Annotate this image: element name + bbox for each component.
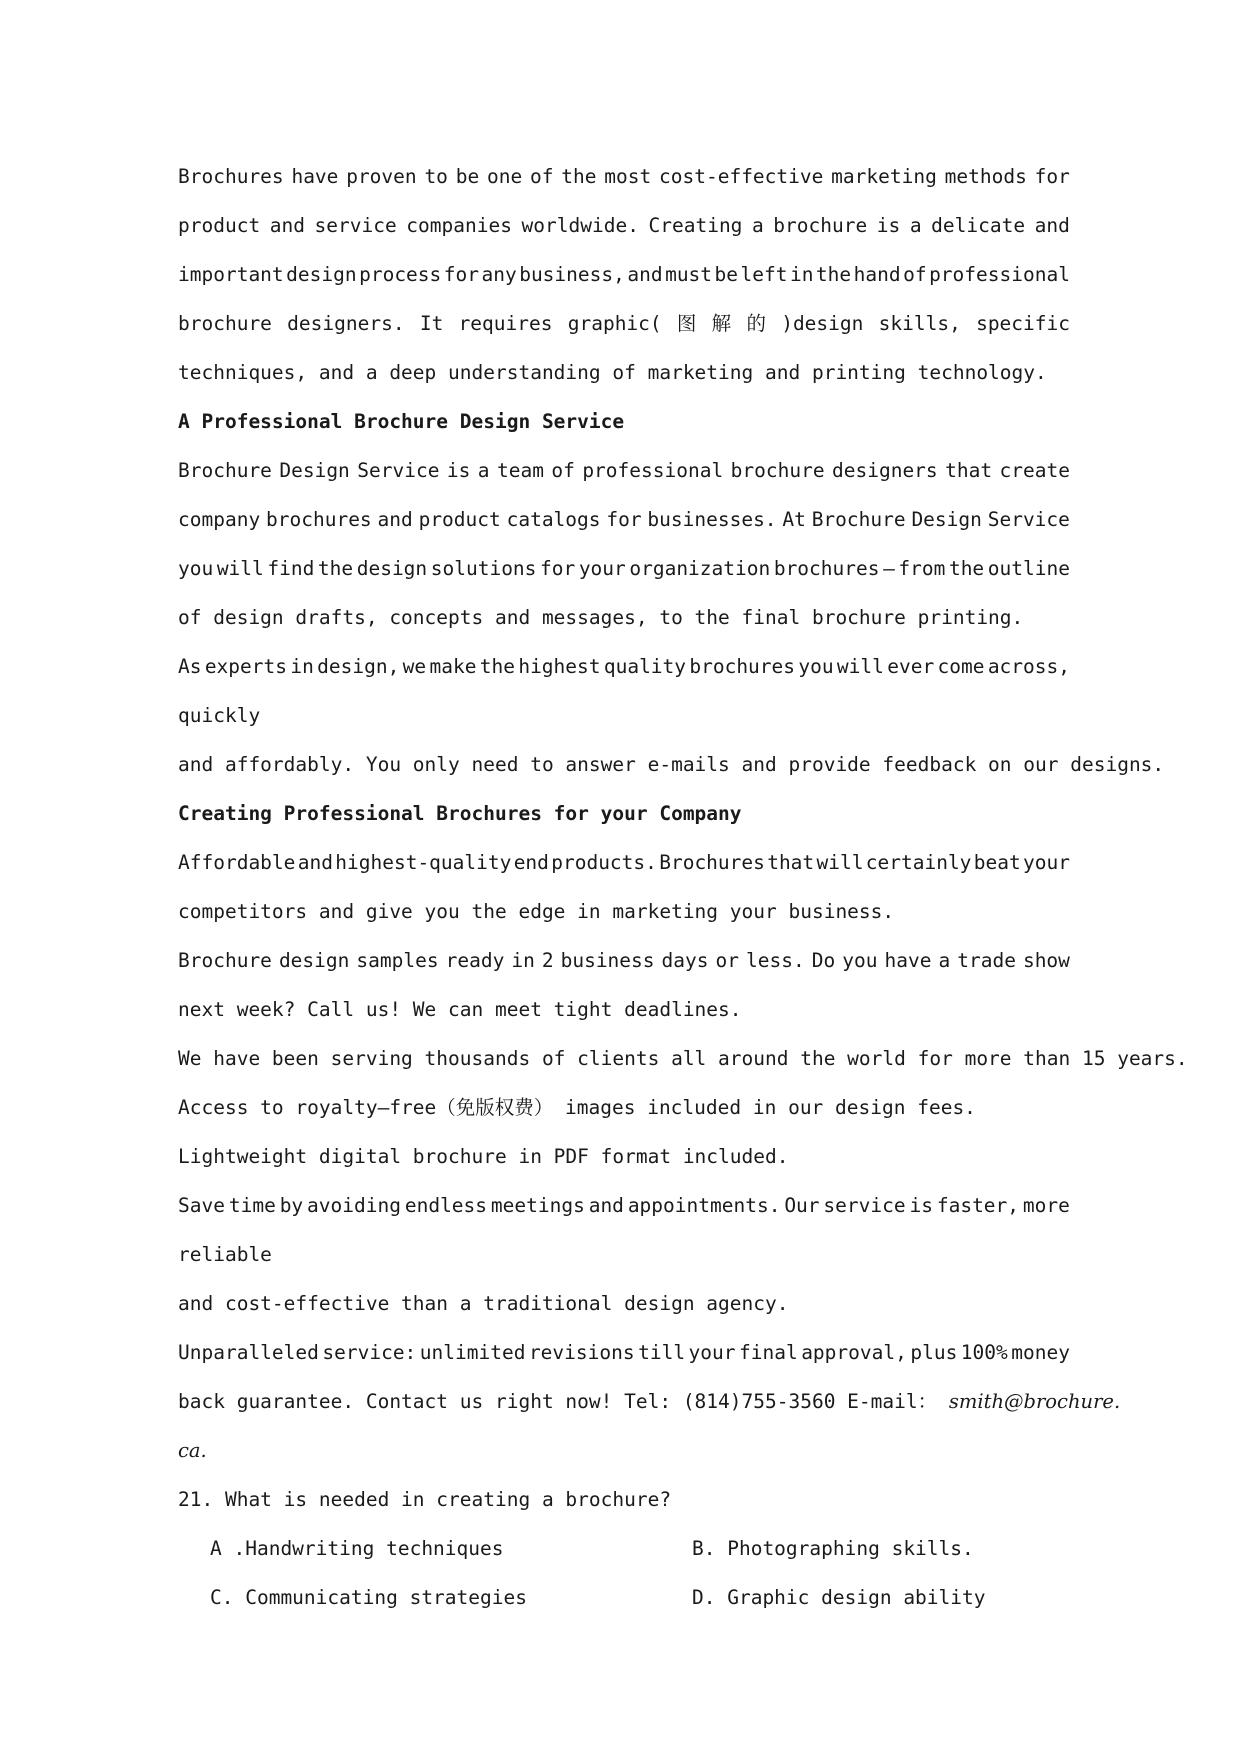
word: by [279,1194,304,1217]
word: and [588,1194,624,1217]
options-row-1 [178,1524,1070,1573]
word: Service [357,459,440,482]
word: end [513,851,549,874]
word: most [604,165,652,188]
word: Service [987,508,1070,531]
word: of [551,459,575,482]
samples-line-2: next week? Call us! We can meet tight deadlines. [178,998,742,1021]
word: your [578,557,626,580]
serving-line: We have been serving thousands of clients all around the world for more than 15 years. [178,1047,1188,1070]
word: 100% [960,1341,1008,1364]
word: certainly [865,851,972,874]
word: brochure [730,459,825,482]
word: one [486,165,523,188]
word: revisions [528,1341,635,1364]
service-line-3 [178,544,1070,593]
word: organization [629,557,771,580]
email-link[interactable]: smith@brochure. [948,1390,1121,1413]
word: Brochure [811,508,906,531]
intro-line-4 [178,299,1070,348]
word: business [560,949,655,972]
word: worldwide. [521,214,639,237]
word: till [638,1341,686,1364]
word: design, [317,655,400,678]
word: Our [784,1194,820,1217]
word: approval, [801,1341,907,1364]
word: designers [832,459,938,482]
word: highest-quality [335,851,512,874]
options-row-2 [178,1573,1070,1622]
word: service: [322,1341,417,1364]
word: a [477,459,490,482]
word: find [267,557,315,580]
option-a: A .Handwriting techniques [210,1537,504,1560]
word: samples [356,949,439,972]
word: Creating [648,214,743,237]
word: from [898,557,946,580]
word: avoiding [307,1194,401,1217]
word: make [429,655,477,678]
word: the [317,557,354,580]
word: design [286,263,357,286]
word: service [314,214,397,237]
word: cost-effective [659,165,824,188]
word: highest [518,655,601,678]
word: product [178,214,261,237]
word: money [1011,1341,1070,1364]
word: Save [178,1194,225,1217]
word: specific [976,312,1070,335]
affordable-line-1 [178,838,1070,887]
word: a [751,214,764,237]
word: be [714,263,739,286]
word: for [443,263,479,286]
word: and [627,263,663,286]
word: your [1023,851,1070,874]
word: the [948,557,985,580]
save-time-line-3: and cost-effective than a traditional design agency. [178,1292,789,1315]
word: designers. [287,312,405,335]
word: and [269,214,305,237]
word: Design [279,459,350,482]
word: 2 [541,949,554,972]
word: professional [582,459,724,482]
word: you [178,557,214,580]
word: the [815,263,852,286]
word: is [909,1194,933,1217]
word: trade [957,949,1016,972]
word: unlimited [419,1341,526,1364]
word: service [823,1194,906,1217]
service-line-1 [178,446,1070,495]
word: in [511,949,535,972]
word: proven [346,165,417,188]
experts-line-2: quickly [178,704,261,727]
word: a [938,949,951,972]
word: have [291,165,339,188]
word: more [1022,1194,1070,1217]
word: team [496,459,544,482]
word: Affordable [178,851,296,874]
word: the [561,165,597,188]
word: important [178,263,284,286]
word: At [782,508,806,531]
word: that [945,459,993,482]
word: of [529,165,554,188]
document-body [178,152,1188,1622]
word: brochures [266,508,372,531]
word: and [377,508,413,531]
word: companies [406,214,512,237]
word: endless [404,1194,488,1217]
option-b: B. Photographing skills. [692,1537,974,1560]
word: we [402,655,427,678]
word: professional [929,263,1070,286]
unparalleled-line-1 [178,1328,1070,1377]
word: days [661,949,709,972]
word: the [479,655,515,678]
word: ready [445,949,505,972]
section-heading-company: Creating Professional Brochures for your Company [178,802,742,825]
word: left [740,263,788,286]
word: )design [781,312,864,335]
word: It [419,312,444,335]
word: less. [746,949,805,972]
word: will [836,655,884,678]
word: graphic( [567,312,662,335]
word: solutions [430,557,537,580]
word: and [1034,214,1070,237]
word: will [816,851,864,874]
word: design [356,557,428,580]
intro-line-5: techniques, and a deep understanding of marketing and printing technology. [178,361,1047,384]
word: beat [973,851,1021,874]
word: in [290,655,314,678]
word: across, [987,655,1070,678]
word: appointments. [627,1194,781,1217]
word: marketing [831,165,937,188]
save-time-line-2: reliable [178,1243,272,1266]
word: delicate [931,214,1026,237]
word: plus [910,1341,958,1364]
pdf-line: Lightweight digital brochure in PDF format included. [178,1145,789,1168]
word: quality [603,655,687,678]
word: or [715,949,739,972]
word: brochures [689,655,796,678]
word: methods [944,165,1027,188]
word: final [739,1341,798,1364]
word: 解 [711,312,732,335]
service-line-2 [178,495,1070,544]
word: – [883,557,895,580]
contact-text: back guarantee. Contact us right now! Tel: (814)755-3560 E-mail： [178,1390,938,1413]
word: 的 [746,312,766,335]
word: any [481,263,517,286]
word: Do [811,949,836,972]
word: to [424,165,448,188]
word: experts [204,655,287,678]
word: will [216,557,264,580]
royalty-line: Access to royalty—free（免版权费） images included in our design fees. [178,1096,976,1119]
word: products. [551,851,657,874]
service-line-4: of design drafts, concepts and messages, to the final brochure printing. [178,606,1024,629]
word: process [359,263,442,286]
samples-line-1 [178,936,1070,985]
word: is [876,214,901,237]
word: business, [519,263,625,286]
word: come [937,655,985,678]
word: Brochures [659,851,765,874]
option-d: D. Graphic design ability [692,1586,986,1609]
word: for [540,557,576,580]
word: Unparalleled [178,1341,319,1364]
section-heading-service: A Professional Brochure Design Service [178,410,625,433]
word: Brochure [178,949,272,972]
word: your [688,1341,736,1364]
word: and [297,851,333,874]
unparalleled-line-2 [178,1377,1121,1426]
word: you [842,949,878,972]
word: show [1022,949,1070,972]
experts-line-3: and affordably. You only need to answer e-mails and provide feedback on our designs. [178,753,1165,776]
word: you [798,655,834,678]
option-c: C. Communicating strategies [210,1586,527,1609]
word: catalogs [506,508,601,531]
word: must [665,263,713,286]
word: Brochures [178,165,284,188]
word: hand [853,263,901,286]
word: As [178,655,202,678]
affordable-line-2: competitors and give you the edge in marketing your business. [178,900,895,923]
word: be [455,165,480,188]
word: brochure [773,214,868,237]
word: a [909,214,922,237]
word: have [884,949,932,972]
intro-line-3 [178,250,1070,299]
save-time-line-1 [178,1181,1070,1230]
word: design [278,949,350,972]
intro-line-1 [178,152,1070,201]
word: businesses. [647,508,777,531]
word: of [903,263,927,286]
word: faster, [936,1194,1020,1217]
word: outline [987,557,1070,580]
email-link-continued[interactable]: ca. [178,1439,207,1462]
word: product [418,508,501,531]
word: for [1034,165,1070,188]
word: requires [458,312,553,335]
word: time [228,1194,276,1217]
word: ever [887,655,935,678]
word: Brochure [178,459,272,482]
word: 图 [676,312,697,335]
word: skills, [878,312,961,335]
word: brochures [773,557,880,580]
word: create [999,459,1070,482]
word: is [446,459,471,482]
word: that [767,851,815,874]
word: for [606,508,642,531]
word: meetings [490,1194,585,1217]
word: in [789,263,814,286]
intro-line-2 [178,201,1070,250]
experts-line-1 [178,642,1070,691]
word: company [178,508,261,531]
question-stem: 21. What is needed in creating a brochure? [178,1488,672,1511]
word: brochure [178,312,272,335]
word: Design [911,508,982,531]
